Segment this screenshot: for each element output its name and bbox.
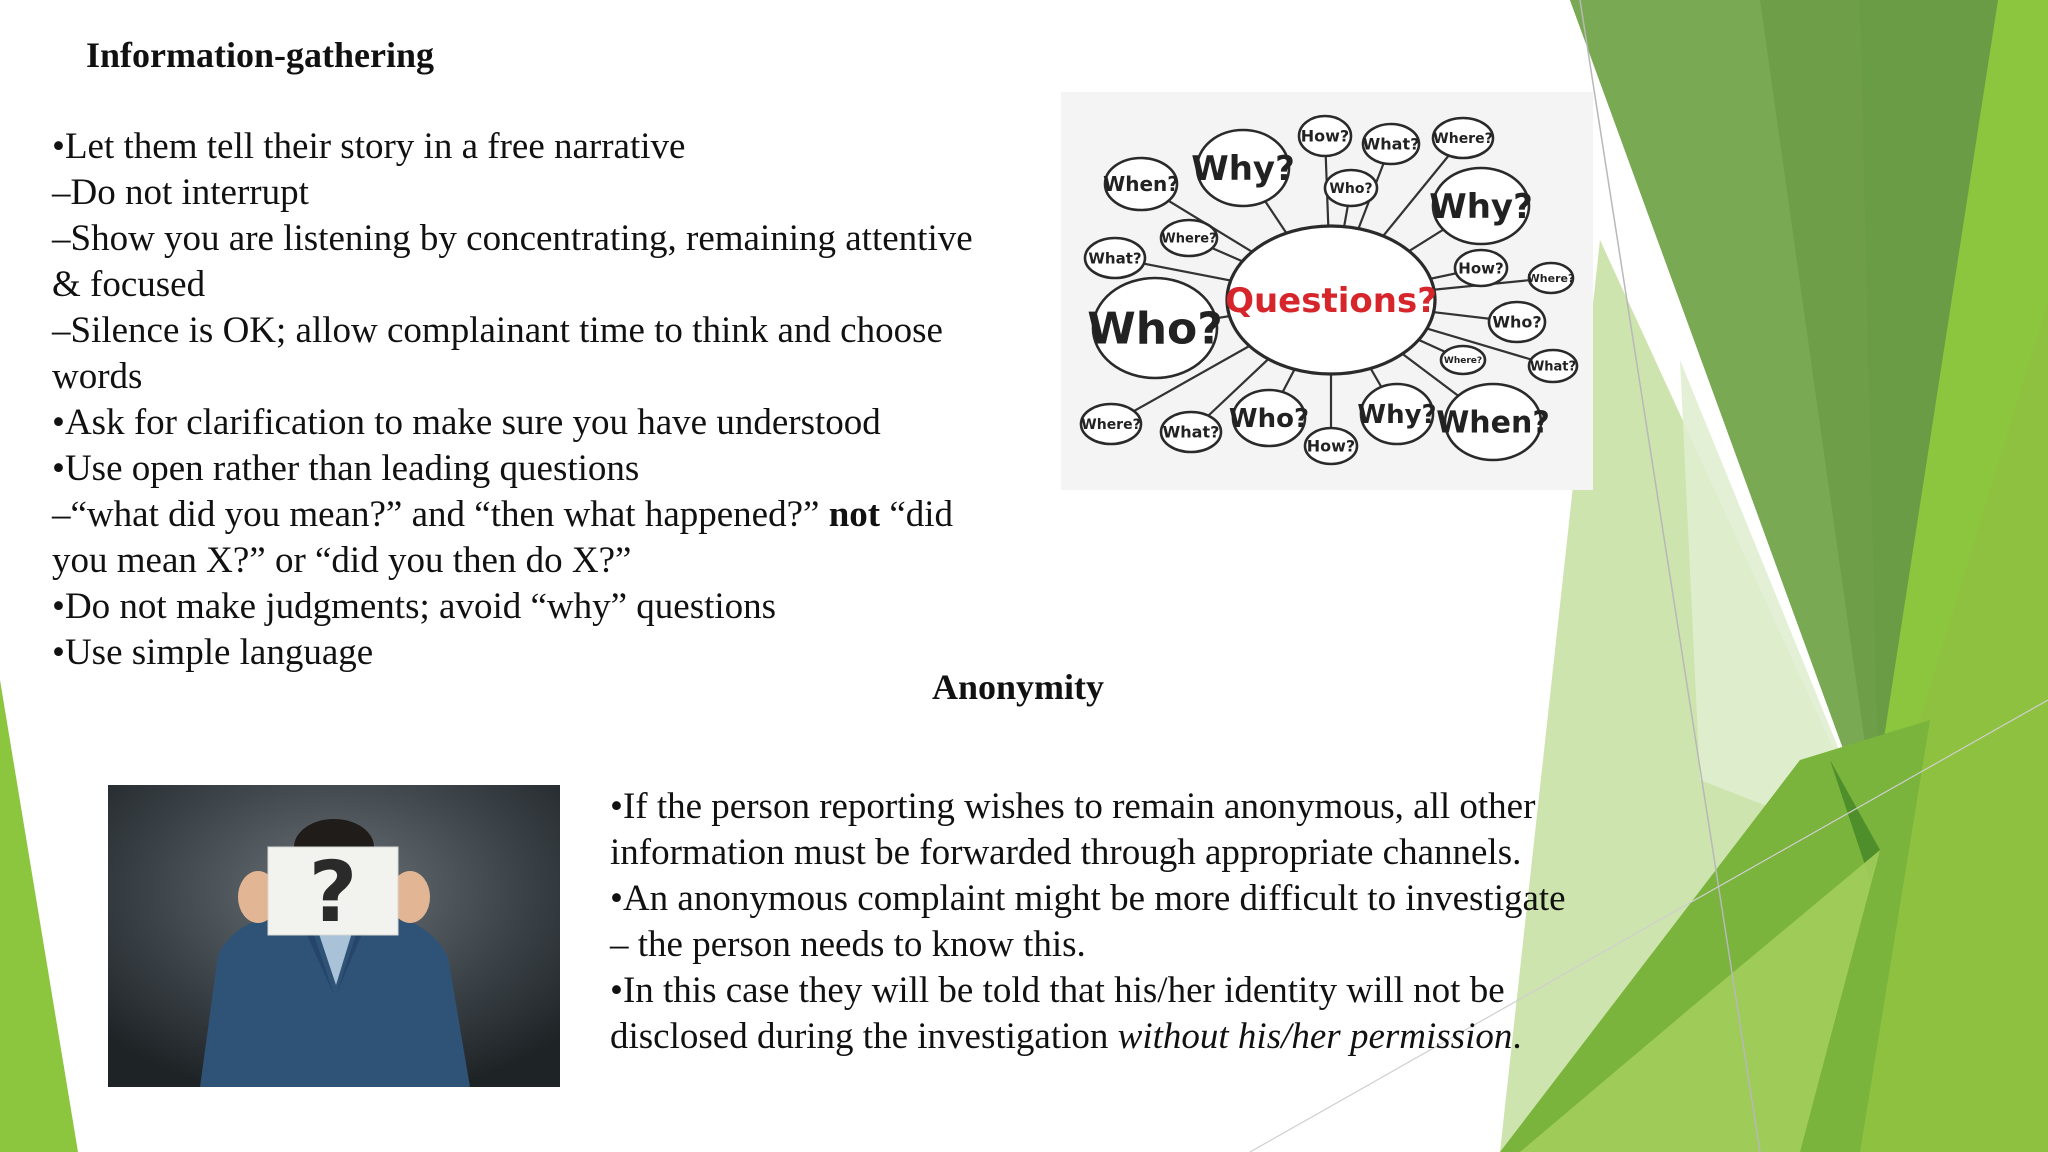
text-line: you mean X?” or “did you then do X?” [52, 540, 632, 581]
text-line: & focused [52, 264, 206, 305]
question-bubble-label: What? [1362, 134, 1420, 154]
questions-mindmap-drawing [1061, 92, 1593, 490]
question-bubble-label: How? [1306, 436, 1356, 456]
question-bubble-label: How? [1300, 126, 1350, 146]
question-bubble-label: What? [1529, 359, 1577, 375]
section-title-information-gathering: Information-gathering [86, 35, 434, 75]
anonymity-text [610, 784, 1566, 1060]
italic-emphasis: without his/her permission [1117, 1016, 1513, 1057]
question-bubble-label: Why? [1191, 148, 1295, 189]
question-bubble-label: Where? [1161, 231, 1217, 247]
text-line: •Let them tell their story in a free narrative [52, 126, 686, 167]
question-bubble-label: Who? [1329, 180, 1373, 197]
information-gathering-text [52, 124, 973, 676]
text-line: •If the person reporting wishes to remain anonymous, all other [610, 786, 1536, 827]
anonymous-person-image [108, 785, 560, 1087]
text-line-mixed [52, 492, 973, 538]
question-bubble-label: Why? [1429, 186, 1533, 227]
question-bubble-label: Where? [1081, 416, 1141, 433]
question-bubble-label: Where? [1433, 130, 1493, 147]
text-line: •Do not make judgments; avoid “why” questions [52, 586, 777, 627]
text-segment: “did [880, 494, 954, 535]
questions-mindmap-image [1061, 92, 1593, 490]
text-line: •Use simple language [52, 632, 374, 673]
question-bubble-label: Where? [1527, 271, 1575, 285]
text-line: •Ask for clarification to make sure you have understood [52, 402, 881, 443]
text-line: words [52, 356, 143, 397]
mindmap-group [1081, 116, 1577, 464]
text-line: –Show you are listening by concentrating, remaining attentive [52, 218, 973, 259]
question-bubble-label: Why? [1357, 400, 1437, 431]
text-segment: disclosed during the investigation [610, 1016, 1118, 1057]
question-mark-symbol: ? [308, 843, 358, 941]
question-bubble-label: When? [1436, 405, 1550, 441]
text-line: information must be forwarded through appropriate channels. [610, 832, 1522, 873]
text-line: –Silence is OK; allow complainant time to think and choose [52, 310, 943, 351]
text-segment: –“what did you mean?” and “then what happened?” [52, 494, 829, 535]
question-bubble-label: What? [1088, 249, 1142, 268]
text-line: – the person needs to know this. [610, 924, 1086, 965]
question-bubble-label: When? [1103, 172, 1179, 196]
question-bubble-label: Who? [1492, 312, 1542, 332]
question-bubble-label: Who? [1087, 303, 1223, 355]
question-bubble-label: How? [1458, 259, 1504, 278]
text-line: •In this case they will be told that his/her identity will not be [610, 970, 1505, 1011]
question-bubble-label: Who? [1228, 404, 1310, 435]
bold-emphasis: not [828, 494, 881, 535]
anonymous-person-drawing [108, 785, 560, 1087]
question-bubble-label: Where? [1443, 356, 1483, 367]
left-accent-shape [0, 680, 78, 1152]
text-segment: . [1512, 1016, 1522, 1057]
text-line-mixed [610, 1014, 1566, 1060]
text-line: •Use open rather than leading questions [52, 448, 640, 489]
center-bubble-label: Questions? [1225, 281, 1437, 321]
section-title-anonymity: Anonymity [932, 667, 1105, 707]
question-bubble-label: What? [1162, 422, 1220, 442]
text-line: –Do not interrupt [52, 172, 309, 213]
text-line: •An anonymous complaint might be more difficult to investigate [610, 878, 1566, 919]
